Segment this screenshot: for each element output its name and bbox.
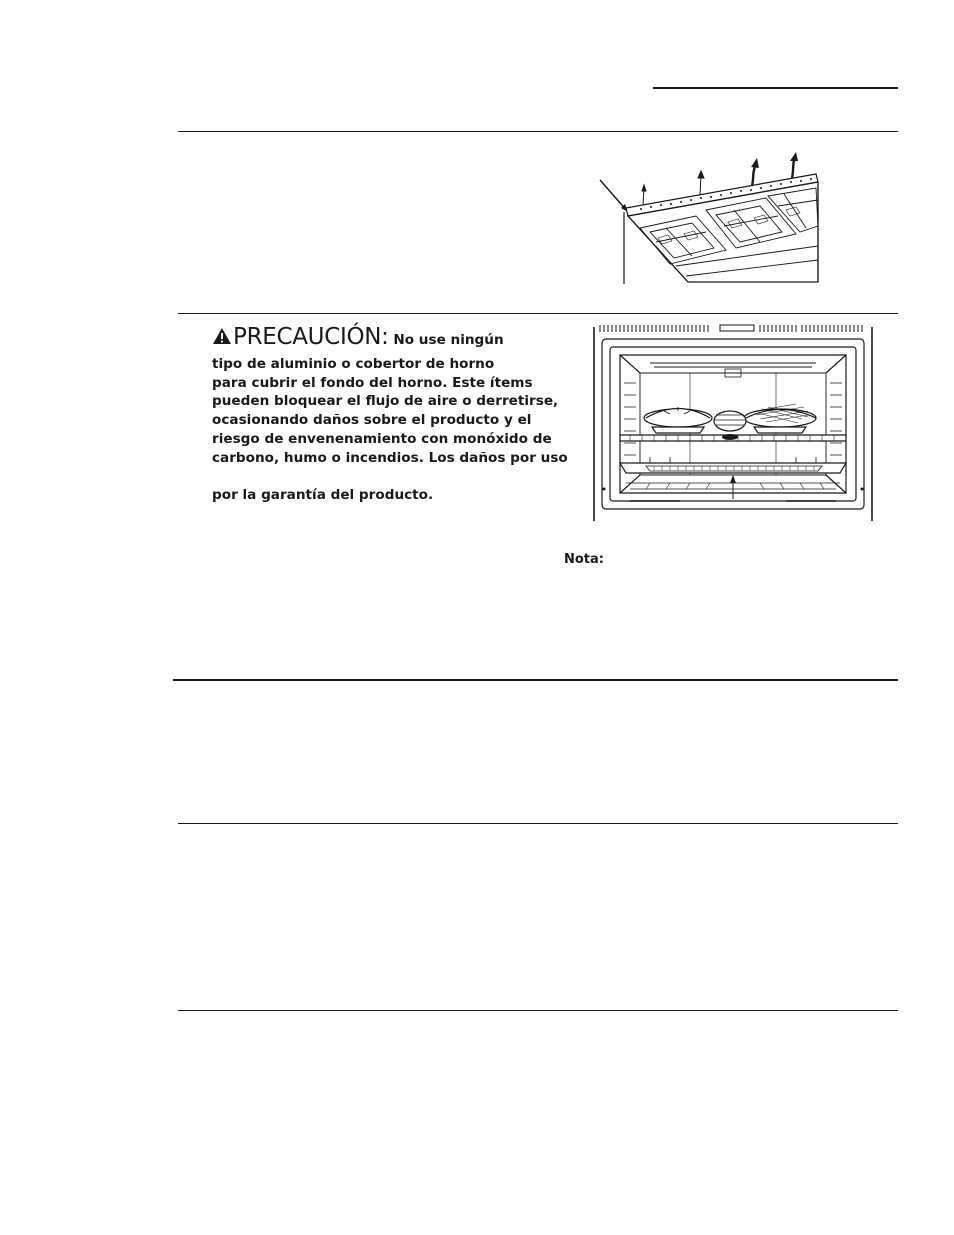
caution-line-4: ocasionando daños sobre el producto y el — [212, 412, 532, 429]
caution-gap — [212, 467, 542, 486]
oven-interior-illustration — [590, 323, 876, 523]
caution-line-2: para cubrir el fondo del horno. Este ítems — [212, 374, 533, 391]
section-rule-2 — [178, 313, 898, 314]
section-rule-1 — [178, 131, 898, 132]
caution-line-0: No use ningún — [393, 332, 504, 348]
caution-line-3: pueden bloquear el flujo de aire o derretirse, — [212, 393, 559, 410]
caution-line-6: carbono, humo o incendios. Los daños por uso — [212, 449, 568, 466]
section-rule-3 — [173, 679, 898, 681]
note-label: Nota: — [564, 552, 604, 567]
header-rule — [653, 87, 898, 89]
caution-block — [212, 322, 568, 505]
warning-triangle-icon — [212, 327, 232, 345]
caution-line-1: tipo de aluminio o cobertor de horno — [212, 356, 495, 372]
caution-line-7: por la garantía del producto. — [212, 486, 434, 503]
caution-line-5: riesgo de envenenamiento con monóxido de — [212, 430, 552, 447]
section-rule-4 — [178, 823, 898, 824]
cooktop-vent-illustration — [596, 150, 826, 290]
caution-heading: PRECAUCIÓN: — [233, 324, 389, 350]
section-rule-5 — [178, 1010, 898, 1011]
